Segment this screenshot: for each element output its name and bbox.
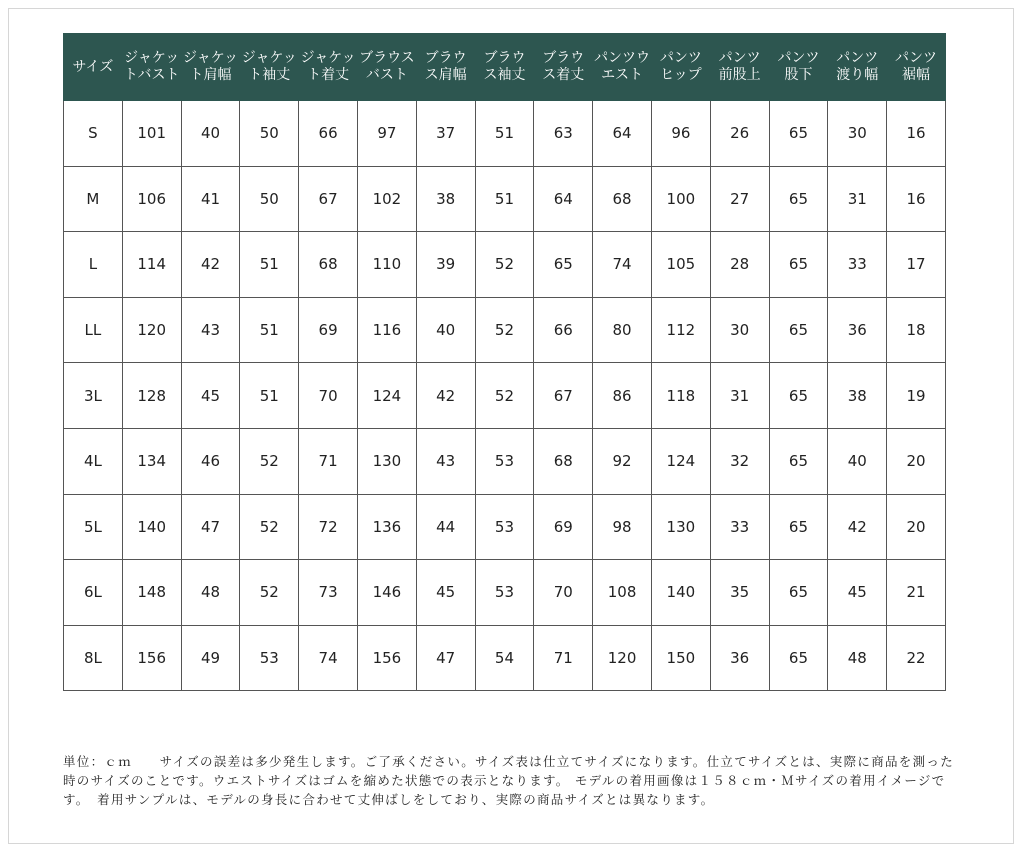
table-row: [64, 625, 946, 691]
measurement-cell: 16: [887, 101, 946, 167]
column-header: [769, 34, 828, 101]
measurement-cell: 112: [651, 297, 710, 363]
measurement-cell: 45: [828, 560, 887, 626]
measurement-cell: 65: [769, 297, 828, 363]
table-row: [64, 560, 946, 626]
measurement-cell: 45: [416, 560, 475, 626]
measurement-cell: 70: [534, 560, 593, 626]
measurement-cell: 73: [299, 560, 358, 626]
size-label-cell: S: [64, 101, 123, 167]
measurement-cell: 118: [651, 363, 710, 429]
measurement-cell: 86: [593, 363, 652, 429]
measurement-cell: 30: [828, 101, 887, 167]
column-header: [64, 34, 123, 101]
measurement-cell: 43: [181, 297, 240, 363]
measurement-cell: 97: [357, 101, 416, 167]
measurement-cell: 69: [299, 297, 358, 363]
measurement-cell: 64: [593, 101, 652, 167]
column-header-line: ブラウ: [424, 50, 467, 66]
measurement-cell: 48: [828, 625, 887, 691]
measurement-cell: 140: [122, 494, 181, 560]
measurement-cell: 68: [593, 166, 652, 232]
column-header: [651, 34, 710, 101]
size-label-cell: L: [64, 232, 123, 298]
measurement-cell: 63: [534, 101, 593, 167]
measurement-cell: 46: [181, 428, 240, 494]
column-header-line: サイズ: [72, 58, 114, 75]
column-header-line: ト肩幅: [189, 67, 232, 83]
measurement-cell: 65: [769, 101, 828, 167]
measurement-cell: 150: [651, 625, 710, 691]
measurement-cell: 69: [534, 494, 593, 560]
measurement-cell: 39: [416, 232, 475, 298]
measurement-cell: 37: [416, 101, 475, 167]
measurement-cell: 48: [181, 560, 240, 626]
measurement-cell: 66: [299, 101, 358, 167]
measurement-cell: 17: [887, 232, 946, 298]
measurement-cell: 51: [240, 363, 299, 429]
column-header-line: ブラウ: [542, 50, 585, 66]
column-header-line: ヒップ: [660, 67, 702, 83]
measurement-cell: 80: [593, 297, 652, 363]
measurement-cell: 28: [710, 232, 769, 298]
measurement-cell: 47: [181, 494, 240, 560]
measurement-cell: 65: [769, 363, 828, 429]
measurement-cell: 21: [887, 560, 946, 626]
measurement-cell: 67: [299, 166, 358, 232]
measurement-cell: 38: [828, 363, 887, 429]
measurement-cell: 101: [122, 101, 181, 167]
measurement-cell: 52: [240, 560, 299, 626]
measurement-cell: 53: [475, 428, 534, 494]
measurement-cell: 19: [887, 363, 946, 429]
measurement-cell: 20: [887, 428, 946, 494]
column-header-line: パンツ: [718, 50, 761, 66]
column-header-line: パンツ: [836, 50, 879, 66]
column-header: [828, 34, 887, 101]
measurement-cell: 51: [240, 232, 299, 298]
measurement-cell: 130: [651, 494, 710, 560]
column-header-line: パンツウ: [594, 50, 651, 66]
measurement-cell: 40: [416, 297, 475, 363]
measurement-cell: 40: [181, 101, 240, 167]
column-header-line: ト着丈: [307, 67, 350, 83]
size-label-cell: M: [64, 166, 123, 232]
measurement-cell: 52: [240, 494, 299, 560]
measurement-cell: 20: [887, 494, 946, 560]
measurement-cell: 27: [710, 166, 769, 232]
column-header: [357, 34, 416, 101]
measurement-cell: 36: [710, 625, 769, 691]
measurement-cell: 51: [475, 166, 534, 232]
column-header-line: ブラウ: [483, 50, 526, 66]
measurement-cell: 65: [534, 232, 593, 298]
measurement-cell: 50: [240, 166, 299, 232]
measurement-cell: 65: [769, 625, 828, 691]
measurement-cell: 114: [122, 232, 181, 298]
measurement-cell: 42: [828, 494, 887, 560]
size-label-cell: 8L: [64, 625, 123, 691]
column-header: [593, 34, 652, 101]
column-header: [181, 34, 240, 101]
size-chart-table: [63, 33, 946, 691]
measurement-cell: 108: [593, 560, 652, 626]
measurement-cell: 16: [887, 166, 946, 232]
measurement-cell: 65: [769, 232, 828, 298]
column-header-line: ス袖丈: [483, 67, 526, 83]
column-header: [122, 34, 181, 101]
measurement-cell: 124: [357, 363, 416, 429]
measurement-cell: 31: [828, 166, 887, 232]
measurement-cell: 53: [475, 560, 534, 626]
column-header-line: ジャケッ: [124, 50, 180, 66]
measurement-cell: 92: [593, 428, 652, 494]
measurement-cell: 65: [769, 560, 828, 626]
column-header: [475, 34, 534, 101]
measurement-cell: 110: [357, 232, 416, 298]
column-header-line: ジャケッ: [182, 50, 238, 66]
measurement-cell: 52: [475, 297, 534, 363]
size-note: 単位：ｃｍ サイズの誤差は多少発生します。ご了承ください。サイズ表は仕立てサイズになります。仕立てサイズとは、実際に商品を測った時のサイズのことです。ウエストサイズはゴムを縮めた状態での表示となります。 モデルの着用画像は１５８ｃｍ・Ｍサイズの着用イメージです。 着用サンプルは、モデルの身長に合わせて丈伸ばしをしており、実際の商品サイズとは異なります。: [63, 754, 955, 807]
measurement-cell: 33: [828, 232, 887, 298]
column-header-line: パンツ: [659, 50, 702, 66]
measurement-cell: 146: [357, 560, 416, 626]
measurement-cell: 105: [651, 232, 710, 298]
column-header-line: ス肩幅: [424, 67, 467, 83]
measurement-cell: 120: [593, 625, 652, 691]
measurement-cell: 136: [357, 494, 416, 560]
column-header-line: エスト: [601, 67, 644, 83]
measurement-cell: 43: [416, 428, 475, 494]
measurement-cell: 74: [593, 232, 652, 298]
column-header-line: ジャケッ: [300, 50, 356, 66]
measurement-cell: 49: [181, 625, 240, 691]
measurement-cell: 71: [299, 428, 358, 494]
measurement-cell: 100: [651, 166, 710, 232]
column-header-line: ス着丈: [542, 67, 585, 83]
measurement-cell: 68: [299, 232, 358, 298]
table-row: [64, 297, 946, 363]
measurement-cell: 64: [534, 166, 593, 232]
column-header: [416, 34, 475, 101]
measurement-cell: 31: [710, 363, 769, 429]
column-header: [240, 34, 299, 101]
column-header-line: ジャケッ: [241, 50, 297, 66]
column-header-line: ブラウス: [359, 50, 415, 66]
measurement-cell: 36: [828, 297, 887, 363]
measurement-cell: 30: [710, 297, 769, 363]
measurement-cell: 32: [710, 428, 769, 494]
table-header-row: [64, 34, 946, 101]
column-header: [887, 34, 946, 101]
measurement-cell: 71: [534, 625, 593, 691]
measurement-cell: 52: [475, 363, 534, 429]
column-header-line: 股下: [784, 67, 813, 83]
measurement-cell: 124: [651, 428, 710, 494]
table-row: [64, 428, 946, 494]
column-header-line: 渡り幅: [836, 67, 879, 83]
measurement-cell: 156: [122, 625, 181, 691]
table-row: [64, 101, 946, 167]
measurement-cell: 102: [357, 166, 416, 232]
measurement-cell: 50: [240, 101, 299, 167]
column-header: [534, 34, 593, 101]
measurement-cell: 26: [710, 101, 769, 167]
column-header-line: 裾幅: [902, 67, 931, 83]
measurement-cell: 67: [534, 363, 593, 429]
column-header-line: バスト: [365, 67, 408, 83]
measurement-cell: 18: [887, 297, 946, 363]
size-label-cell: 6L: [64, 560, 123, 626]
size-label-cell: LL: [64, 297, 123, 363]
measurement-cell: 44: [416, 494, 475, 560]
measurement-cell: 42: [416, 363, 475, 429]
measurement-cell: 120: [122, 297, 181, 363]
measurement-cell: 65: [769, 166, 828, 232]
measurement-cell: 52: [240, 428, 299, 494]
measurement-cell: 53: [240, 625, 299, 691]
column-header-line: パンツ: [895, 50, 938, 66]
measurement-cell: 35: [710, 560, 769, 626]
column-header-line: トバスト: [123, 67, 180, 83]
table-row: [64, 166, 946, 232]
measurement-cell: 96: [651, 101, 710, 167]
measurement-cell: 65: [769, 494, 828, 560]
measurement-cell: 52: [475, 232, 534, 298]
table-row: [64, 232, 946, 298]
measurement-cell: 47: [416, 625, 475, 691]
measurement-cell: 33: [710, 494, 769, 560]
measurement-cell: 45: [181, 363, 240, 429]
measurement-cell: 22: [887, 625, 946, 691]
measurement-cell: 140: [651, 560, 710, 626]
column-header-line: 前股上: [718, 67, 761, 83]
column-header-line: パンツ: [777, 50, 820, 66]
measurement-cell: 40: [828, 428, 887, 494]
measurement-cell: 98: [593, 494, 652, 560]
size-label-cell: 4L: [64, 428, 123, 494]
measurement-cell: 42: [181, 232, 240, 298]
measurement-cell: 116: [357, 297, 416, 363]
table-row: [64, 363, 946, 429]
measurement-cell: 54: [475, 625, 534, 691]
measurement-cell: 134: [122, 428, 181, 494]
column-header: [710, 34, 769, 101]
size-label-cell: 5L: [64, 494, 123, 560]
measurement-cell: 148: [122, 560, 181, 626]
measurement-cell: 51: [240, 297, 299, 363]
column-header-line: ト袖丈: [248, 67, 291, 83]
measurement-cell: 53: [475, 494, 534, 560]
measurement-cell: 72: [299, 494, 358, 560]
measurement-cell: 66: [534, 297, 593, 363]
measurement-cell: 74: [299, 625, 358, 691]
measurement-cell: 65: [769, 428, 828, 494]
measurement-cell: 38: [416, 166, 475, 232]
measurement-cell: 70: [299, 363, 358, 429]
measurement-cell: 128: [122, 363, 181, 429]
column-header: [299, 34, 358, 101]
measurement-cell: 41: [181, 166, 240, 232]
measurement-cell: 106: [122, 166, 181, 232]
table-body: [64, 101, 946, 691]
measurement-cell: 51: [475, 101, 534, 167]
measurement-cell: 156: [357, 625, 416, 691]
measurement-cell: 130: [357, 428, 416, 494]
table-row: [64, 494, 946, 560]
size-label-cell: 3L: [64, 363, 123, 429]
measurement-cell: 68: [534, 428, 593, 494]
